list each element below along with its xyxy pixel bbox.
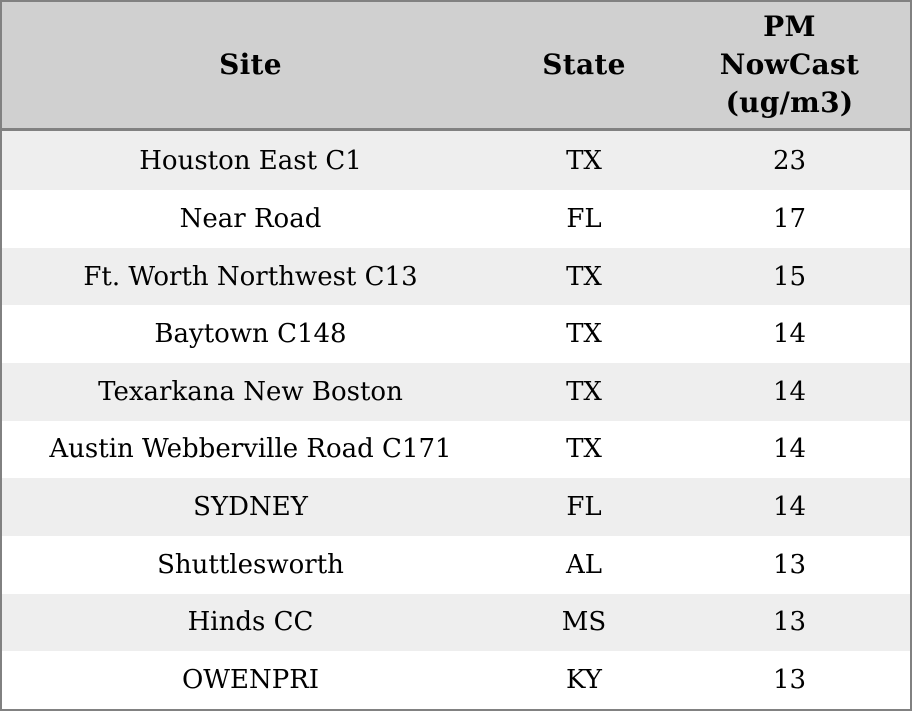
column-header-pm-line-1: PM: [763, 10, 816, 43]
cell-pm-nowcast: 15: [772, 261, 807, 292]
cell-state: TX: [566, 376, 602, 407]
column-header-pm-line-3: (ug/m3): [725, 86, 854, 119]
cell-pm-nowcast: 17: [772, 203, 807, 234]
table-row: [2, 594, 910, 652]
cell-pm-nowcast: 13: [772, 665, 807, 696]
cell-pm-nowcast: 14: [772, 376, 807, 407]
table-row: [2, 248, 910, 306]
cell-state: TX: [566, 261, 602, 292]
column-header-pm-line-2: NowCast: [719, 48, 860, 81]
table-row: [2, 421, 910, 479]
cell-pm-nowcast: 13: [772, 549, 807, 580]
cell-state: TX: [566, 319, 602, 350]
column-header-pm-nowcast: [669, 2, 910, 130]
cell-site: Texarkana New Boston: [98, 376, 403, 407]
table-row: [2, 190, 910, 248]
cell-pm-nowcast: 13: [772, 607, 807, 638]
header-row: [2, 2, 910, 130]
cell-state: FL: [566, 203, 602, 234]
cell-pm-nowcast: 23: [772, 145, 807, 176]
column-header-site: [2, 2, 499, 130]
column-header-state: [499, 2, 669, 130]
cell-state: MS: [561, 607, 607, 638]
cell-site: OWENPRI: [181, 665, 320, 696]
table-row: [2, 305, 910, 363]
cell-site: Houston East C1: [139, 145, 362, 176]
cell-site: Near Road: [179, 203, 322, 234]
cell-site: Shuttlesworth: [157, 549, 344, 580]
cell-pm-nowcast: 14: [772, 492, 807, 523]
table-body: [2, 130, 910, 710]
cell-state: FL: [566, 492, 602, 523]
table-row: [2, 536, 910, 594]
cell-pm-nowcast: 14: [772, 434, 807, 465]
table-header: [2, 2, 910, 130]
cell-site: SYDNEY: [193, 492, 308, 523]
table-row: [2, 651, 910, 709]
cell-state: TX: [566, 434, 602, 465]
table-row: [2, 363, 910, 421]
cell-site: Ft. Worth Northwest C13: [83, 261, 418, 292]
cell-state: AL: [565, 549, 603, 580]
pm-nowcast-table: [2, 2, 910, 709]
column-header-site-label: Site: [219, 48, 282, 81]
cell-site: Hinds CC: [187, 607, 314, 638]
table-row: [2, 478, 910, 536]
table-row: [2, 130, 910, 191]
cell-pm-nowcast: 14: [772, 319, 807, 350]
cell-state: KY: [566, 665, 602, 696]
cell-state: TX: [566, 145, 602, 176]
cell-site: Baytown C148: [154, 319, 347, 350]
cell-site: Austin Webberville Road C171: [49, 434, 452, 465]
column-header-state-label: State: [542, 48, 626, 81]
